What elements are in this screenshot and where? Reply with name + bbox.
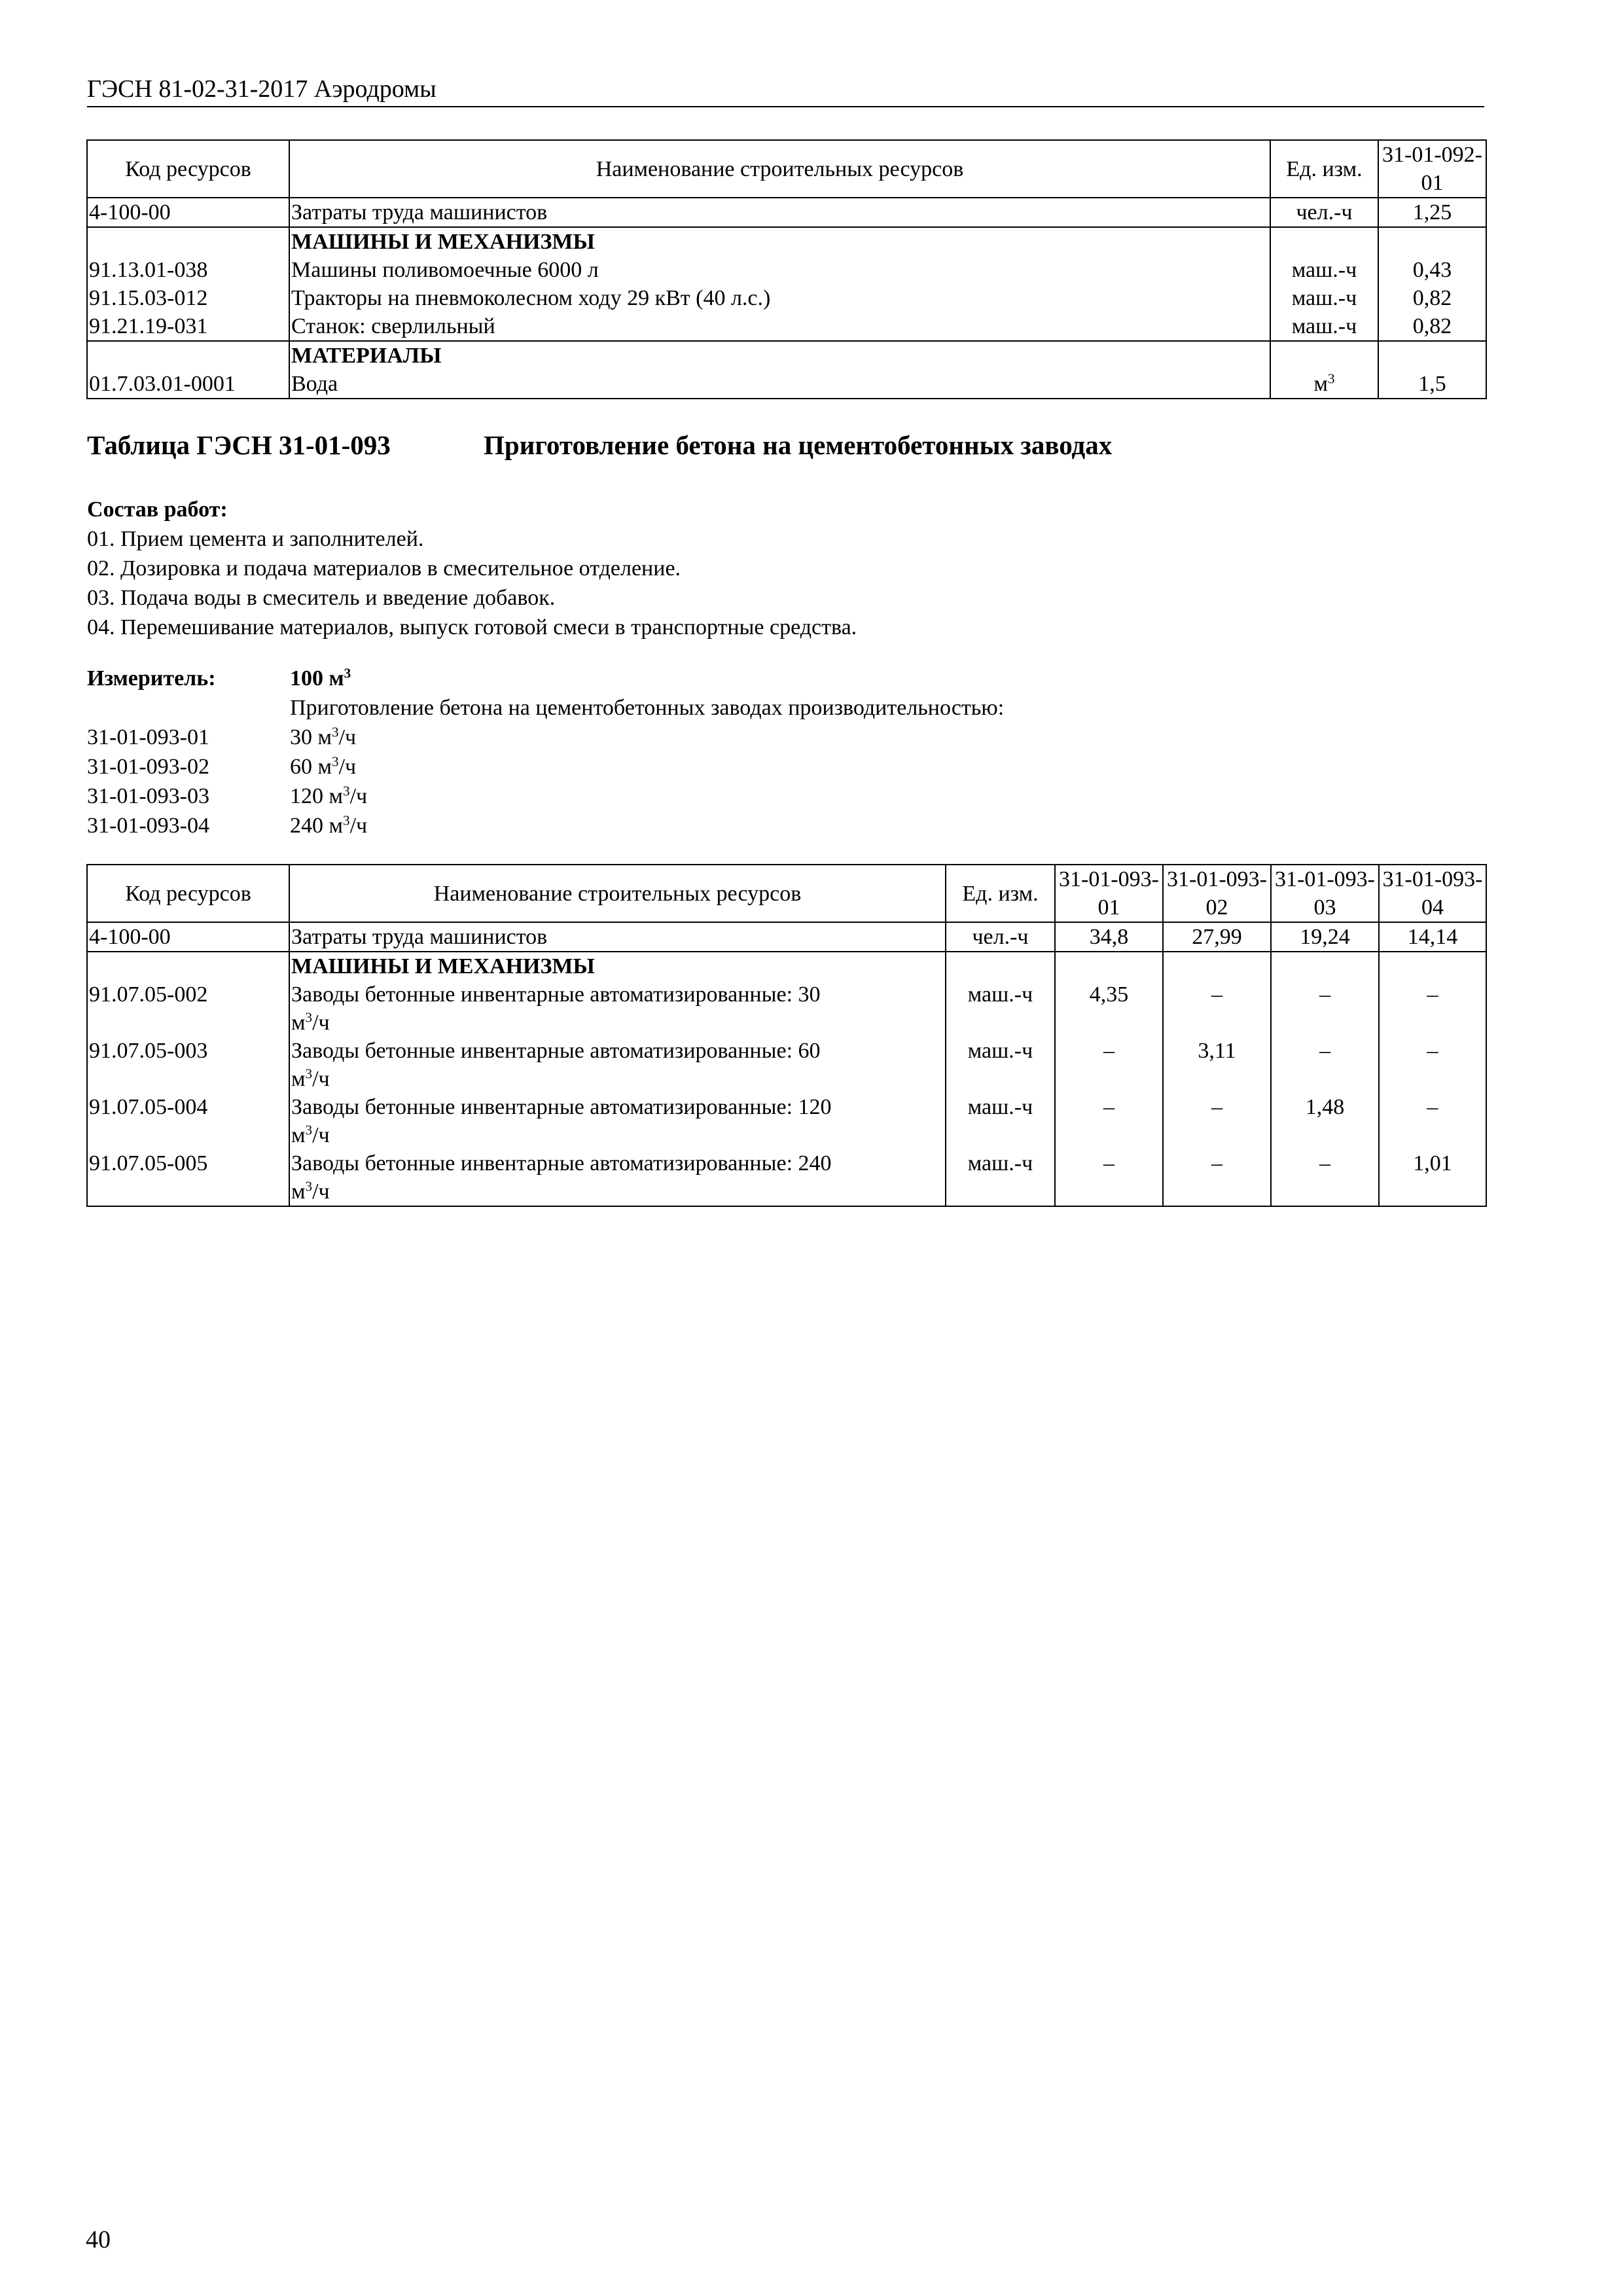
resource-value: 1,48: [1271, 1093, 1379, 1149]
resource-name: [289, 1037, 946, 1093]
resource-value: –: [1271, 980, 1379, 1037]
resource-code: 91.07.05-005: [87, 1149, 289, 1206]
resource-unit: маш.-ч: [1270, 312, 1378, 341]
resource-value: 1,01: [1379, 1149, 1486, 1206]
resource-value: 14,14: [1379, 922, 1486, 952]
unit-base: м: [291, 1067, 306, 1091]
resource-value: –: [1055, 1037, 1163, 1093]
measure-code: 31-01-093-01: [87, 725, 209, 749]
header-col-093-03: 31-01-093-03: [1271, 865, 1379, 922]
measure-capacity: [290, 781, 367, 811]
table-title-code: Таблица ГЭСН 31-01-093: [87, 430, 391, 460]
resource-unit: маш.-ч: [946, 980, 1055, 1037]
table-row: [87, 1149, 1486, 1206]
work-item: 03. Подача воды в смеситель и введение добавок.: [87, 586, 556, 610]
table-header-row: [87, 865, 1486, 922]
header-code: Код ресурсов: [87, 140, 289, 198]
resource-name-text: Заводы бетонные инвентарные автоматизированные: 240: [291, 1151, 832, 1175]
resource-name: Вода: [289, 370, 1270, 399]
header-col-093-01: 31-01-093-01: [1055, 865, 1163, 922]
section-row: [87, 227, 1486, 256]
measure-code: 31-01-093-03: [87, 784, 209, 808]
capacity-base: 30 м: [290, 725, 332, 749]
resource-value: –: [1163, 1093, 1271, 1149]
section-row: [87, 952, 1486, 980]
measure-capacity: [290, 811, 367, 840]
work-item: 04. Перемешивание материалов, выпуск готовой смеси в транспортные средства.: [87, 615, 857, 639]
resource-code: 01.7.03.01-0001: [87, 370, 289, 399]
resource-name: [289, 980, 946, 1037]
unit-tail: /ч: [312, 1123, 330, 1147]
resource-name: Затраты труда машинистов: [289, 198, 1270, 227]
measure-value-base: 100 м: [290, 666, 344, 691]
table-row: [87, 370, 1486, 399]
capacity-tail: /ч: [338, 725, 357, 749]
capacity-superscript: 3: [332, 724, 339, 740]
resource-value: –: [1379, 1093, 1486, 1149]
resource-value: 34,8: [1055, 922, 1163, 952]
resource-value: –: [1163, 980, 1271, 1037]
resource-value: –: [1379, 1037, 1486, 1093]
unit-superscript: 3: [305, 1066, 313, 1082]
section-machines-title: МАШИНЫ И МЕХАНИЗМЫ: [289, 952, 946, 980]
capacity-superscript: 3: [343, 783, 350, 799]
work-composition-heading: Состав работ:: [87, 497, 228, 522]
header-code: Код ресурсов: [87, 865, 289, 922]
resource-code: 91.15.03-012: [87, 284, 289, 312]
unit-base: м: [1313, 372, 1328, 396]
resource-unit: [1270, 370, 1378, 399]
resource-value: –: [1379, 980, 1486, 1037]
unit-superscript: 3: [305, 1009, 313, 1026]
header-name: Наименование строительных ресурсов: [289, 140, 1270, 198]
resource-code: 91.07.05-003: [87, 1037, 289, 1093]
unit-base: м: [291, 1123, 306, 1147]
unit-superscript: 3: [1327, 370, 1335, 387]
resource-value: 4,35: [1055, 980, 1163, 1037]
resource-code: 4-100-00: [87, 922, 289, 952]
unit-base: м: [291, 1011, 306, 1035]
capacity-tail: /ч: [349, 814, 368, 838]
resource-unit: маш.-ч: [1270, 284, 1378, 312]
resource-name: [289, 1149, 946, 1206]
measure-capacity: [290, 752, 356, 781]
resource-value: 1,5: [1378, 370, 1486, 399]
resource-unit: маш.-ч: [946, 1093, 1055, 1149]
resource-value: 3,11: [1163, 1037, 1271, 1093]
measure-superscript: 3: [344, 665, 351, 681]
running-header: ГЭСН 81-02-31-2017 Аэродромы: [87, 73, 1484, 107]
resource-code: 4-100-00: [87, 198, 289, 227]
capacity-tail: /ч: [338, 755, 357, 779]
work-composition: [87, 495, 857, 642]
unit-tail: /ч: [312, 1011, 330, 1035]
table-header-row: [87, 140, 1486, 198]
resource-unit: чел.-ч: [1270, 198, 1378, 227]
unit-tail: /ч: [312, 1067, 330, 1091]
work-item: 02. Дозировка и подача материалов в смесительное отделение.: [87, 556, 681, 581]
table-title-name: Приготовление бетона на цементобетонных заводах: [484, 430, 1113, 460]
resource-code: 91.07.05-004: [87, 1093, 289, 1149]
measure-value: [290, 664, 351, 693]
resource-code: 91.21.19-031: [87, 312, 289, 341]
header-col-093-04: 31-01-093-04: [1379, 865, 1486, 922]
section-materials-title: МАТЕРИАЛЫ: [289, 341, 1270, 370]
table-row: [87, 312, 1486, 341]
resources-table-093: [86, 864, 1487, 1207]
resources-table-092: [86, 139, 1487, 399]
resource-value: 0,82: [1378, 284, 1486, 312]
work-item: 01. Прием цемента и заполнителей.: [87, 527, 424, 551]
resource-name: [289, 1093, 946, 1149]
table-row: [87, 1093, 1486, 1149]
resource-name-text: Заводы бетонные инвентарные автоматизированные: 30: [291, 982, 821, 1007]
unit-superscript: 3: [305, 1178, 313, 1194]
header-unit: Ед. изм.: [1270, 140, 1378, 198]
resource-value: 0,82: [1378, 312, 1486, 341]
resource-value: 19,24: [1271, 922, 1379, 952]
capacity-superscript: 3: [343, 812, 350, 829]
header-col-092-01: 31-01-092-01: [1378, 140, 1486, 198]
table-row: [87, 922, 1486, 952]
table-row: [87, 980, 1486, 1037]
capacity-base: 60 м: [290, 755, 332, 779]
resource-value: 0,43: [1378, 256, 1486, 284]
unit-superscript: 3: [305, 1122, 313, 1138]
resource-value: –: [1055, 1149, 1163, 1206]
capacity-base: 120 м: [290, 784, 344, 808]
header-unit: Ед. изм.: [946, 865, 1055, 922]
measure-code: 31-01-093-04: [87, 814, 209, 838]
capacity-tail: /ч: [349, 784, 368, 808]
table-row: [87, 284, 1486, 312]
unit-tail: /ч: [312, 1179, 330, 1204]
section-machines-title: МАШИНЫ И МЕХАНИЗМЫ: [289, 227, 1270, 256]
resource-name: Машины поливомоечные 6000 л: [289, 256, 1270, 284]
resource-value: –: [1271, 1149, 1379, 1206]
resource-value: –: [1055, 1093, 1163, 1149]
measure-label: Измеритель:: [87, 666, 216, 691]
capacity-base: 240 м: [290, 814, 344, 838]
resource-name-text: Заводы бетонные инвентарные автоматизированные: 60: [291, 1039, 821, 1063]
resource-unit: чел.-ч: [946, 922, 1055, 952]
resource-value: –: [1163, 1149, 1271, 1206]
table-title: [87, 429, 1113, 461]
section-row: [87, 341, 1486, 370]
resource-code: 91.07.05-002: [87, 980, 289, 1037]
resource-value: 1,25: [1378, 198, 1486, 227]
resource-name: Затраты труда машинистов: [289, 922, 946, 952]
resource-code: 91.13.01-038: [87, 256, 289, 284]
table-row: [87, 256, 1486, 284]
resource-unit: маш.-ч: [1270, 256, 1378, 284]
resource-name: Тракторы на пневмоколесном ходу 29 кВт (40 л.с.): [289, 284, 1270, 312]
table-row: [87, 198, 1486, 227]
header-col-093-02: 31-01-093-02: [1163, 865, 1271, 922]
resource-name-text: Заводы бетонные инвентарные автоматизированные: 120: [291, 1095, 832, 1119]
resource-value: 27,99: [1163, 922, 1271, 952]
page-number: 40: [86, 2226, 111, 2253]
measure-capacity: [290, 723, 356, 752]
resource-value: –: [1271, 1037, 1379, 1093]
measure-description: Приготовление бетона на цементобетонных заводах производительностью:: [290, 696, 1005, 720]
table-row: [87, 1037, 1486, 1093]
resource-unit: маш.-ч: [946, 1037, 1055, 1093]
capacity-superscript: 3: [332, 753, 339, 770]
resource-unit: маш.-ч: [946, 1149, 1055, 1206]
measure-code: 31-01-093-02: [87, 755, 209, 779]
header-name: Наименование строительных ресурсов: [289, 865, 946, 922]
resource-name: Станок: сверлильный: [289, 312, 1270, 341]
unit-base: м: [291, 1179, 306, 1204]
